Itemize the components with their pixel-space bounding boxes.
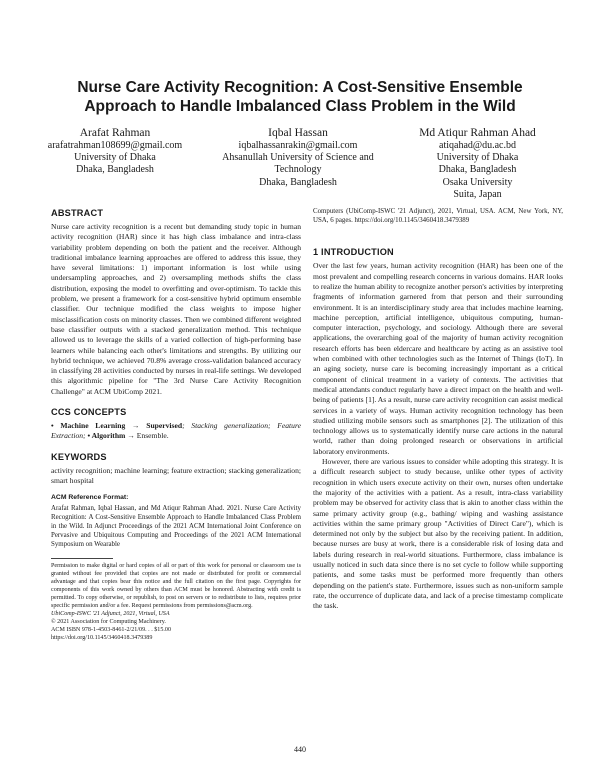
author-email[interactable]: arafatrahman108699@gmail.com: [47, 140, 183, 151]
author-affiliation: University of Dhaka: [74, 152, 156, 164]
author-1: [40, 126, 190, 177]
isbn-line: ACM ISBN 978-1-4503-8461-2/21/09. . . $15.00: [51, 626, 172, 633]
author-2: [208, 126, 388, 189]
title-line-1: Nurse Care Activity Recognition: A Cost-Sensitive Ensemble: [77, 79, 523, 96]
author-name: Md Atiqur Rahman Ahad: [419, 127, 536, 139]
keywords-heading: KEYWORDS: [51, 451, 107, 462]
left-column: [51, 207, 301, 642]
footnote-rule: [51, 558, 113, 559]
venue-line: UbiComp-ISWC '21 Adjunct, 2021, Virtual, USA: [51, 610, 170, 617]
right-column: [313, 207, 563, 612]
acm-reference-heading: ACM Reference Format:: [51, 494, 129, 502]
author-location: Dhaka, Bangladesh: [76, 164, 154, 176]
acm-reference-continued: Computers (UbiComp-ISWC '21 Adjunct), 2021, Virtual, USA. ACM, New York, NY, USA, 6 pages. https://doi.org/10.1145/3460418.3479389: [313, 208, 563, 225]
doi-link[interactable]: https://doi.org/10.1145/3460418.3479389: [51, 634, 153, 641]
intro-paragraph-2: However, there are various issues to consider while adopting this strategy. It is a difficult research subject to study because, unlike other types of activity recognition in which users execute activity on their own, nurses often undertake the majority of the activities with a patient. As a result, intra-class variability problem may be observed for activity class that is akin to another class within the same primary activity group (e.g., bathing/ wiping and washing assistance activities within the same primary group "Activities of Direct Care"), which is determined not only by the subject but also by the receiving patient. In addition, because nurses are busy at work, there is a considerable risk of losing data and labels during research in real-world situations. Furthermore, class imbalance is usually noticed in such data since there is no set cycle to follow while supporting patients, and some tasks must be performed more frequently than others depending on the patient's state. Furthermore, issues such as non-uniform sample rate, the occurrence of duplicate data, and lack of a precise timestamp complicate the task.: [313, 457, 563, 611]
author-location: Suita, Japan: [453, 188, 502, 200]
permission-notice: Permission to make digital or hard copies of all or part of this work for personal or classroom use is granted without fee provided that copies are not made or distributed for profit or commercial advantage and that copies bear this notice and the full citation on the first page. Copyrights for components of this work owned by others than ACM must be honored. Abstracting with credit is permitted. To copy otherwise, or republish, to post on servers or to redistribute to lists, requires prior specific permission and/or a fee. Request permissions from permissions@acm.org.: [51, 562, 301, 609]
acm-reference-text: Arafat Rahman, Iqbal Hassan, and Md Atiqur Rahman Ahad. 2021. Nurse Care Activity Recognition: A Cost-Sensitive Ensemble Approach to Handle Imbalanced Class Problem in the Wild. In Adjunct Proceedings of the 2021 ACM International Joint Conference on Pervasive and Ubiquitous Computing and Proceedings of the 2021 ACM International Symposium on Wearable: [51, 504, 301, 549]
author-affiliation: Ahsanullah University of Science and: [222, 152, 374, 164]
page-number: 440: [294, 745, 306, 754]
author-affiliation: Technology: [274, 164, 322, 176]
author-email[interactable]: iqbalhassanrakin@gmail.com: [238, 140, 358, 151]
ccs-concepts: [51, 421, 301, 442]
ccs-heading: CCS CONCEPTS: [51, 407, 127, 418]
author-location: Dhaka, Bangladesh: [438, 164, 517, 176]
author-location: Dhaka, Bangladesh: [259, 176, 337, 188]
ccs-subterm: → Ensemble.: [125, 431, 169, 441]
author-email[interactable]: atiqahad@du.ac.bd: [439, 140, 516, 151]
ccs-term: • Machine Learning: [51, 421, 126, 431]
author-affiliation: Osaka University: [442, 176, 513, 188]
introduction-heading: 1 INTRODUCTION: [313, 247, 394, 258]
ccs-arrow: →: [125, 421, 147, 431]
author-affiliation: University of Dhaka: [436, 152, 519, 164]
abstract-text: Nurse care activity recognition is a recent but demanding study topic in human activity recognition (HAR) since it has high class imbalance and intra-class variability problem depending on both the patient and the receiver. Although traditional imbalance learning approaches are offered to address this issue, they have several limitations: 1) important information is lost while using undersampling approaches, and 2) oversampling methods shifts the class distribution, exposing the model to overfitting and over-optimism. To tackle this problem, we present a framework for a cost-sensitive hybrid optimum ensemble classifier. Our technique modified the class weights to impose higher misclassification costs on minority classes. Then we combined different weighted base classifier outputs with a stacked generalization method. This technique allowed us to leverage the skills of a varied collection of high-performing base learners while balancing each other's limitations and strengths. By utilizing our hybrid technique, we achieved 70.8% average cross-validation balanced accuracy in classifying 28 activities conducted by nurses in real-life settings. We developed this algorithmic pipeline for "The 3rd Nurse Care Activity Recognition Challenge" at ACM UbiComp 2021.: [51, 222, 301, 396]
author-name: Arafat Rahman: [79, 127, 151, 139]
keywords-text: activity recognition; machine learning; feature extraction; stacking generalization; smart hospital: [51, 465, 301, 485]
ccs-term: • Algorithm: [87, 431, 126, 441]
title-line-2: Approach to Handle Imbalanced Class Problem in the Wild: [84, 98, 516, 115]
ccs-subterm: ; Stacking generalization; Feature Extraction;: [51, 421, 301, 441]
author-name: Iqbal Hassan: [268, 127, 328, 139]
abstract-heading: ABSTRACT: [51, 208, 104, 218]
ccs-term: Supervised: [146, 421, 183, 431]
copyright-line: © 2021 Association for Computing Machinery.: [51, 618, 166, 625]
intro-paragraph-1: Over the last few years, human activity recognition (HAR) has been one of the most prevalent and compelling research concerns in various domains. HAR looks to realize the human ability to recognize another person's activities by interpreting fragments of information garnered from that person and their surrounding environment. It is an interdisciplinary study area that includes machine learning, machine perception, artificial intelligence, ubiquitous computing, human-computer interaction, psychology, and sociology. Although there are several applications, the overarching goal of the majority of human activity recognition research efforts has been eldercare and healthcare by acting as an assistive tool when combined with other technologies such as the Internet of Things (IoT). In an aging society, nurse care is becoming increasingly important as a critical component of clinical treatment in a variety of contexts. The activities that medical attendants conduct regularly have a direct impact on the health and well-being of patients [1]. As a result, nurse care activity recognition can assist medical services in a variety of ways. Human activity recognition technology has been studied utilizing mobile sensors such as smartphones [2]. The utilization of this technology allows us to systematically identify nurse care actions in the natural world, rather than doing prolonged research or observations in artificial laboratory environments.: [313, 261, 563, 456]
paper-title: [40, 78, 560, 116]
author-3: [395, 126, 560, 201]
